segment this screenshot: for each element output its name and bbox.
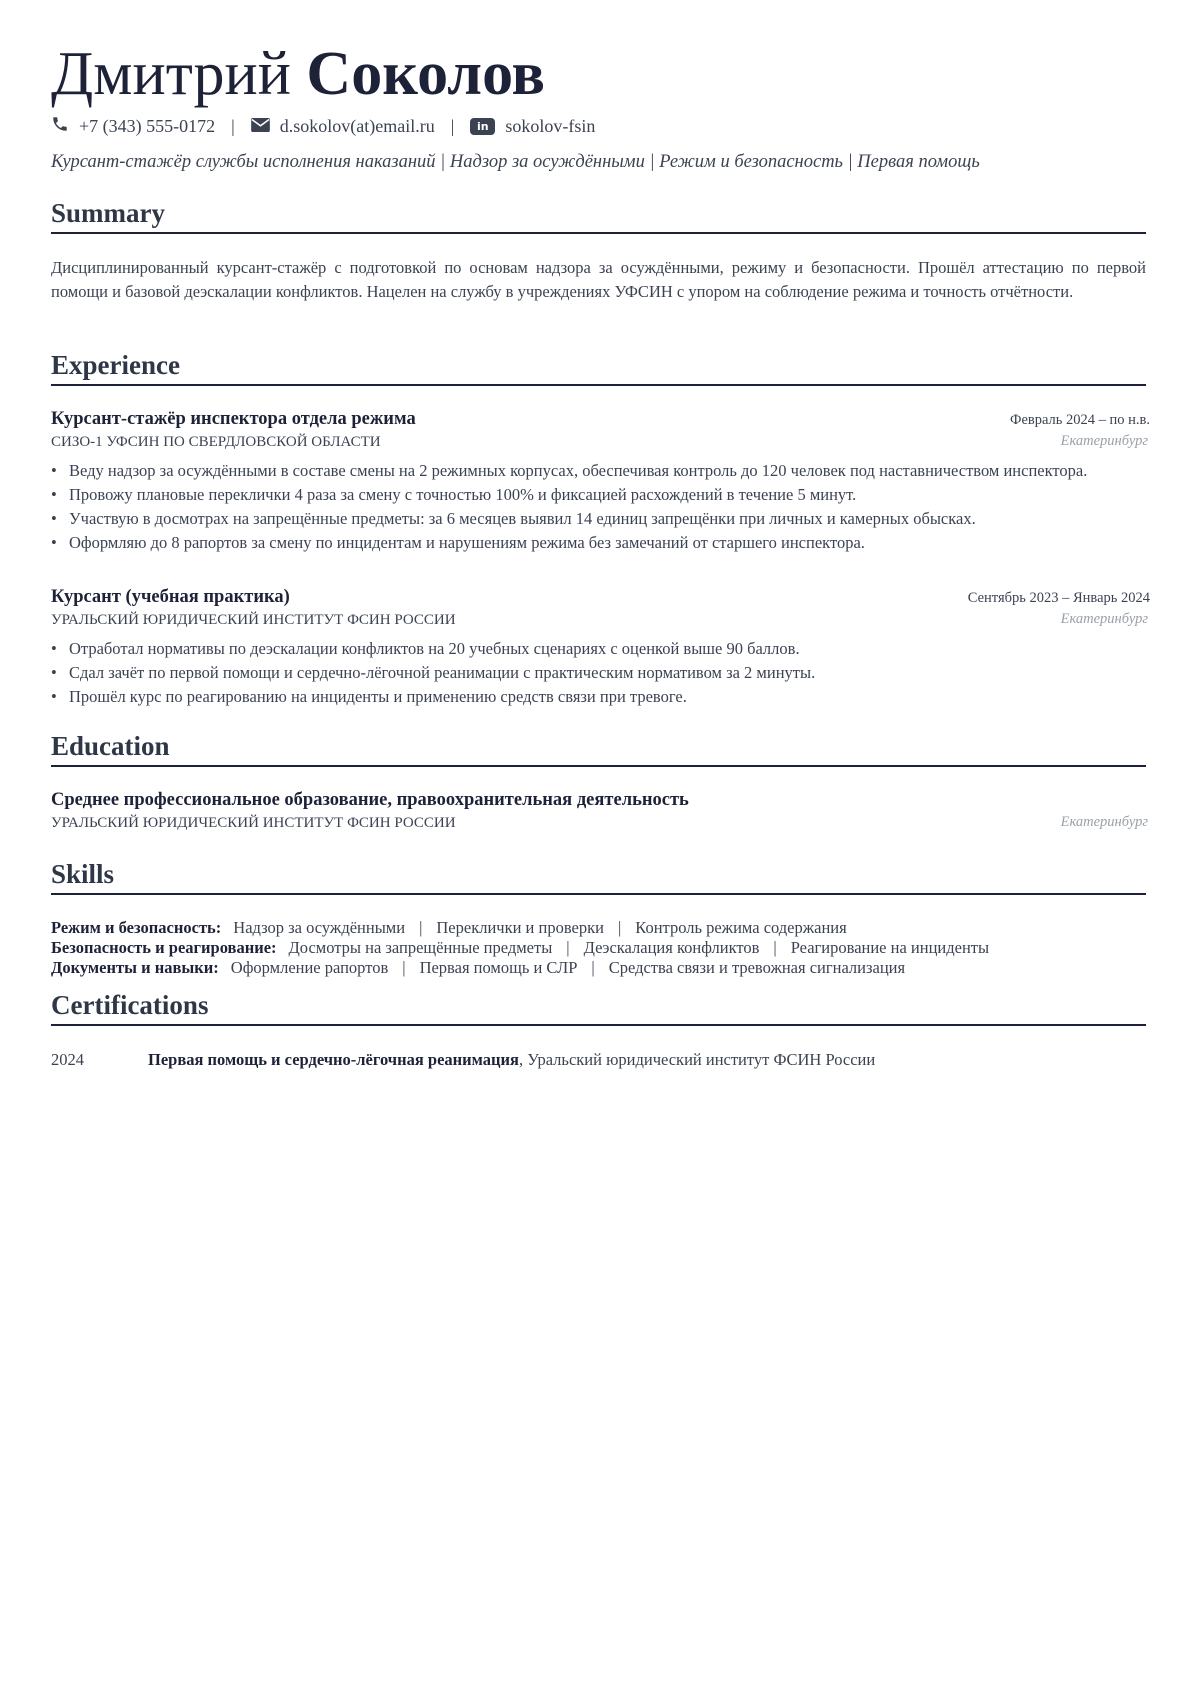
contact-separator: | — [450, 115, 455, 136]
skill-separator: | — [773, 938, 777, 957]
certification-issuer: , Уральский юридический институт ФСИН России — [518, 1050, 876, 1069]
certification-year: 2024 — [51, 1050, 84, 1069]
education-location: Екатеринбург — [1060, 814, 1148, 830]
section-title-summary: Summary — [51, 198, 165, 228]
skill-item: Надзор за осуждёнными — [233, 918, 406, 937]
skill-item: Средства связи и тревожная сигнализация — [608, 958, 906, 977]
contact-separator: | — [231, 115, 235, 136]
skill-item: Деэскалация конфликтов — [583, 938, 760, 957]
contact-line — [51, 114, 595, 138]
section-divider — [51, 232, 1146, 234]
section-divider — [51, 384, 1146, 386]
job-date: Сентябрь 2023 – Январь 2024 — [967, 590, 1150, 606]
last-name: Соколов — [306, 40, 546, 108]
education-organization: УРАЛЬСКИЙ ЮРИДИЧЕСКИЙ ИНСТИТУТ ФСИН РОССИИ — [51, 815, 456, 831]
skill-separator: | — [617, 918, 622, 937]
phone-link[interactable]: +7 (343) 555-0172 — [79, 115, 216, 136]
skills-row — [51, 938, 989, 958]
section-divider — [51, 893, 1146, 895]
summary-text: Дисциплинированный курсант-стажёр с подготовкой по основам надзора за осуждёнными, режиму и безопасности. Прошёл аттестацию по первой помощи и базовой деэскалации конфликтов. Нацелен на службу в учреждениях УФСИН с упором на соблюдение режима и точность отчётности. — [51, 258, 1146, 301]
tagline: Курсант-стажёр службы исполнения наказаний | Надзор за осуждёнными | Режим и безопасность | Первая помощь — [51, 152, 980, 172]
job-bullets — [51, 637, 1146, 709]
email-icon — [251, 116, 270, 137]
job-date: Февраль 2024 – по н.в. — [1009, 412, 1150, 428]
job-organization: СИЗО-1 УФСИН ПО СВЕРДЛОВСКОЙ ОБЛАСТИ — [51, 434, 381, 450]
skills-row — [51, 918, 847, 938]
skills-row — [51, 958, 905, 978]
job-bullets — [51, 459, 1146, 555]
list-item: • Сдал зачёт по первой помощи и сердечно-лёгочной реанимации с практическим нормативом за 2 минуты. — [51, 661, 1146, 685]
skill-item: Первая помощь и СЛР — [419, 958, 578, 977]
linkedin-link[interactable]: sokolov-fsin — [505, 115, 596, 136]
education-degree: Среднее профессиональное образование, правоохранительная деятельность — [51, 790, 689, 810]
skills-category: Безопасность и реагирование: — [51, 938, 277, 957]
phone-icon — [51, 115, 69, 138]
section-divider — [51, 1024, 1146, 1026]
skill-separator: | — [402, 958, 406, 977]
job-location: Екатеринбург — [1060, 611, 1148, 627]
job-organization: УРАЛЬСКИЙ ЮРИДИЧЕСКИЙ ИНСТИТУТ ФСИН РОССИИ — [51, 612, 456, 628]
job-title: Курсант-стажёр инспектора отдела режима — [51, 409, 416, 429]
skills-category: Документы и навыки: — [51, 958, 219, 977]
skill-item: Досмотры на запрещённые предметы — [288, 938, 553, 957]
list-item: • Участвую в досмотрах на запрещённые предметы: за 6 месяцев выявил 14 единиц запрещёнки при личных и камерных обысках. — [51, 507, 1146, 531]
skill-separator: | — [591, 958, 595, 977]
skills-category: Режим и безопасность: — [51, 918, 222, 937]
skill-item: Переклички и проверки — [436, 918, 604, 937]
job-location: Екатеринбург — [1060, 433, 1148, 449]
section-title-experience: Experience — [51, 350, 180, 380]
list-item: • Провожу плановые переклички 4 раза за смену с точностью 100% и фиксацией расхождений в течение 5 минут. — [51, 483, 1146, 507]
certification-item — [51, 1050, 875, 1070]
section-title-education: Education — [51, 731, 170, 761]
skill-item: Реагирование на инциденты — [790, 938, 990, 957]
skill-separator: | — [419, 918, 423, 937]
candidate-name — [51, 34, 545, 114]
email-link[interactable]: d.sokolov(at)email.ru — [279, 115, 435, 136]
job-title: Курсант (учебная практика) — [51, 587, 290, 607]
first-name: Дмитрий — [51, 40, 291, 108]
certification-title: Первая помощь и сердечно-лёгочная реанимация — [148, 1050, 519, 1069]
section-divider — [51, 765, 1146, 767]
section-title-skills: Skills — [51, 859, 115, 889]
list-item: • Отработал нормативы по деэскалации конфликтов на 20 учебных сценариях с оценкой выше 90 баллов. — [51, 637, 1146, 661]
section-title-certifications: Certifications — [51, 990, 209, 1020]
linkedin-icon: in — [470, 118, 495, 135]
list-item: • Прошёл курс по реагированию на инциденты и применению средств связи при тревоге. — [51, 685, 1146, 709]
skill-item: Оформление рапортов — [230, 958, 389, 977]
skill-separator: | — [566, 938, 570, 957]
list-item: • Веду надзор за осуждёнными в составе смены на 2 режимных корпусах, обеспечивая контроль до 120 человек под наставничеством инспектора. — [51, 459, 1146, 483]
list-item: • Оформляю до 8 рапортов за смену по инцидентам и нарушениям режима без замечаний от старшего инспектора. — [51, 531, 1146, 555]
skill-item: Контроль режима содержания — [635, 918, 847, 937]
